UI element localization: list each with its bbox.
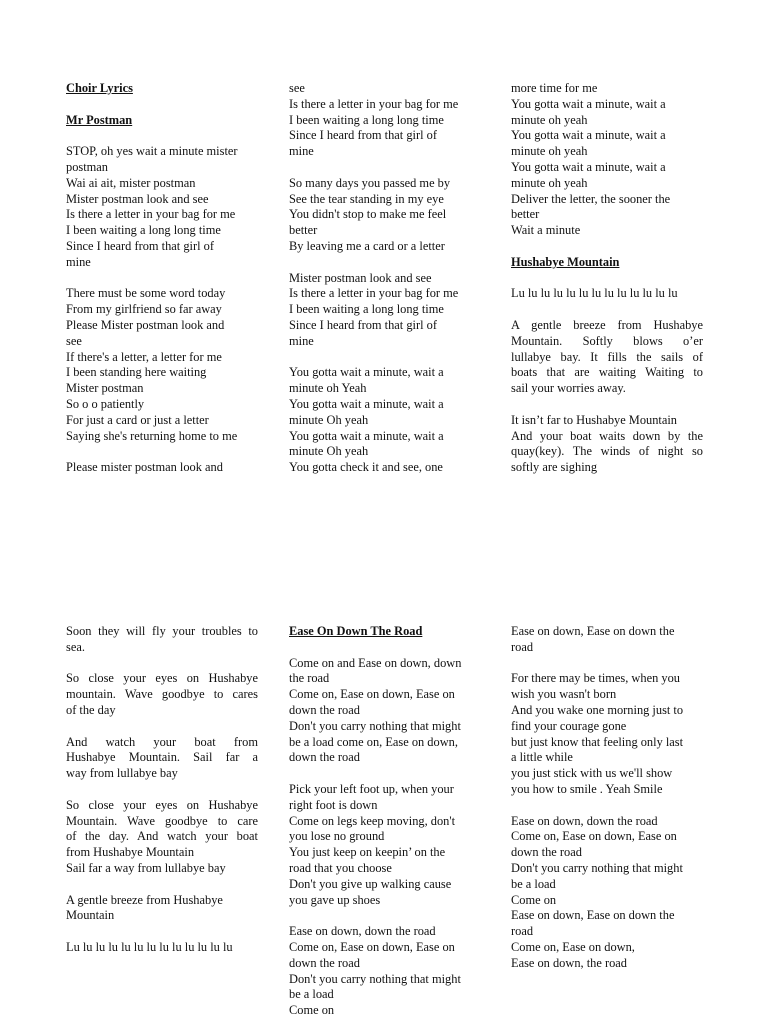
lyric-line: You gotta wait a minute, wait a (289, 365, 444, 380)
lyric-line: minute Oh yeah (289, 444, 369, 459)
blank-line (289, 908, 481, 924)
lyric-line: You gotta wait a minute, wait a (511, 96, 666, 111)
lyric-line: Don't you carry nothing that might (289, 971, 461, 986)
lyric-line: mine (66, 254, 91, 269)
lyric-line: mine (289, 144, 314, 159)
lyric-line: So close your eyes on Hushabye (66, 797, 258, 812)
lyric-line: Wai ai ait, mister postman (66, 175, 196, 190)
lyric-line: Since I heard from that girl of (66, 238, 214, 253)
lyric-line: Come on (289, 1003, 335, 1018)
lyric-line: but just know that feeling only last (511, 734, 684, 749)
lyric-line: Wait a minute (511, 223, 581, 238)
blank-line (289, 255, 481, 271)
lyric-line: Is there a letter in your bag for me (66, 207, 236, 222)
song-title: Ease On Down The Road (289, 624, 423, 638)
lyric-line: Come on, Ease on down, (511, 939, 635, 954)
lyric-line: Sail far a way from lullabye bay (66, 860, 226, 875)
lyric-line: See the tear standing in my eye (289, 191, 444, 206)
song-title: Hushabye Mountain (511, 254, 620, 269)
lyric-line: mine (289, 333, 314, 348)
blank-line (511, 656, 703, 672)
blank-line (511, 302, 703, 318)
lyric-line: Ease on down, Ease on down the (511, 908, 675, 923)
lyric-line: You gotta check it and see, one (289, 460, 443, 475)
lyric-line: You just keep on keepin’ on the (289, 845, 446, 860)
lyric-line: boats that are waiting Waiting to (511, 365, 703, 380)
lyric-line: Come on legs keep moving, don't (289, 813, 456, 828)
lyric-line: I been standing here waiting (66, 365, 207, 380)
lyric-line: Don't you give up walking cause (289, 876, 452, 891)
lyric-line: Mountain. Softly blows o’er (511, 333, 703, 348)
lyric-line: road that you choose (289, 860, 392, 875)
lyric-line: Mister postman look and see (66, 191, 209, 206)
blank-line (511, 798, 703, 814)
page1-column-2 (289, 81, 481, 476)
lyric-line: Is there a letter in your bag for me (289, 96, 459, 111)
lyric-line: right foot is down (289, 797, 378, 812)
lyric-line: down the road (289, 750, 360, 765)
lyric-line: I been waiting a long long time (66, 223, 221, 238)
lyric-line: better (289, 223, 318, 238)
lyric-line: You gotta wait a minute, wait a (289, 396, 444, 411)
lyric-line: down the road (289, 955, 360, 970)
page1-column-1 (66, 81, 258, 476)
lyric-line: A gentle breeze from Hushabye (66, 892, 223, 907)
lyric-line: way from lullabye bay (66, 766, 178, 781)
lyric-line: I been waiting a long long time (289, 302, 444, 317)
lyric-line: Don't you carry nothing that might (511, 860, 683, 875)
lyric-line: minute oh yeah (511, 144, 588, 159)
lyric-line: mountain. Wave goodbye to cares (66, 687, 258, 702)
lyric-line: find your courage gone (511, 718, 627, 733)
lyric-line: Don't you carry nothing that might (289, 718, 461, 733)
lyric-line: Since I heard from that girl of (289, 128, 437, 143)
lyric-line: you just stick with us we'll show (511, 766, 673, 781)
lyric-line: Come on, Ease on down, Ease on (289, 687, 455, 702)
blank-line (289, 640, 481, 656)
lyric-line: By leaving me a card or a letter (289, 238, 445, 253)
lyric-line: road (511, 639, 534, 654)
lyric-line: minute Oh yeah (289, 412, 369, 427)
blank-line (66, 444, 258, 460)
page2-column-1 (66, 624, 258, 956)
blank-line (289, 766, 481, 782)
blank-line (511, 271, 703, 287)
lyric-line: Since I heard from that girl of (289, 317, 437, 332)
lyric-line: Soon they will fly your troubles to (66, 624, 258, 638)
lyric-line: Pick your left foot up, when your (289, 781, 454, 796)
lyric-line: lullabye bay. It fills the sails of (511, 349, 703, 364)
lyric-line: Mister postman (66, 381, 144, 396)
page2-column-3 (511, 624, 703, 972)
lyric-line: Lu lu lu lu lu lu lu lu lu lu lu lu lu (66, 939, 233, 954)
lyric-line: postman (66, 159, 108, 174)
blank-line (66, 782, 258, 798)
lyric-line: Please Mister postman look and (66, 317, 225, 332)
blank-line (66, 719, 258, 735)
lyric-line: Mountain (66, 908, 115, 923)
lyric-line: Mountain. Wave goodbye to care (66, 813, 258, 828)
lyric-line: You gotta wait a minute, wait a (511, 159, 666, 174)
blank-line (66, 271, 258, 287)
lyric-line: of the day. And watch your boat (66, 829, 258, 844)
lyric-line: From my girlfriend so far away (66, 302, 222, 317)
lyric-line: road (511, 924, 534, 939)
lyric-line: the road (289, 671, 330, 686)
lyric-line: You gotta wait a minute, wait a (511, 128, 666, 143)
lyric-line: Please mister postman look and (66, 460, 223, 475)
song-title: Choir Lyrics (66, 81, 133, 95)
lyric-line: Saying she's returning home to me (66, 428, 238, 443)
lyric-line: softly are sighing (511, 460, 598, 475)
lyric-line: of the day (66, 702, 116, 717)
lyric-line: Ease on down, down the road (289, 924, 436, 939)
lyric-line: be a load (289, 987, 334, 1002)
lyric-line: A gentle breeze from Hushabye (511, 317, 703, 332)
lyric-line: Lu lu lu lu lu lu lu lu lu lu lu lu lu (511, 286, 678, 301)
blank-line (511, 239, 703, 255)
lyric-line: see (289, 81, 305, 95)
lyric-line: sail your worries away. (511, 381, 626, 396)
lyric-line: Mister postman look and see (289, 270, 432, 285)
blank-line (66, 97, 258, 113)
blank-line (289, 160, 481, 176)
lyric-line: You didn't stop to make me feel (289, 207, 447, 222)
blank-line (66, 656, 258, 672)
lyric-line: wish you wasn't born (511, 687, 617, 702)
lyric-line: So many days you passed me by (289, 175, 451, 190)
lyric-line: STOP, oh yes wait a minute mister (66, 144, 238, 159)
lyric-line: So close your eyes on Hushabye (66, 671, 258, 686)
lyric-line: minute oh Yeah (289, 381, 367, 396)
lyric-line: Ease on down, Ease on down the (511, 624, 675, 638)
lyric-line: sea. (66, 639, 85, 654)
blank-line (511, 397, 703, 413)
lyric-line: better (511, 207, 540, 222)
lyric-line: Come on (511, 892, 557, 907)
lyric-line: You gotta wait a minute, wait a (289, 428, 444, 443)
lyric-line: Come on, Ease on down, Ease on (511, 829, 677, 844)
blank-line (66, 924, 258, 940)
lyric-line: from Hushabye Mountain (66, 845, 195, 860)
lyric-line: So o o patiently (66, 396, 145, 411)
blank-line (66, 128, 258, 144)
lyric-line: be a load (511, 876, 556, 891)
lyric-line: see (66, 333, 82, 348)
lyric-line: If there's a letter, a letter for me (66, 349, 222, 364)
lyric-line: For there may be times, when you (511, 671, 680, 686)
page2-column-2 (289, 624, 481, 1019)
lyric-line: be a load come on, Ease on down, (289, 734, 458, 749)
lyric-line: Come on and Ease on down, down (289, 655, 462, 670)
lyric-line: For just a card or just a letter (66, 412, 209, 427)
lyric-line: minute oh yeah (511, 112, 588, 127)
lyric-line: Come on, Ease on down, Ease on (289, 939, 455, 954)
song-title: Mr Postman (66, 112, 133, 127)
lyric-line: I been waiting a long long time (289, 112, 444, 127)
lyric-line: Deliver the letter, the sooner the (511, 191, 671, 206)
lyric-line: There must be some word today (66, 286, 226, 301)
lyric-line: down the road (289, 702, 360, 717)
lyric-line: down the road (511, 845, 582, 860)
lyric-line: minute oh yeah (511, 175, 588, 190)
blank-line (66, 877, 258, 893)
lyric-line: Ease on down, down the road (511, 813, 658, 828)
lyric-line: Is there a letter in your bag for me (289, 286, 459, 301)
lyric-line: And watch your boat from (66, 734, 258, 749)
lyric-line: quay(key). The winds of night so (511, 444, 703, 459)
blank-line (289, 350, 481, 366)
lyric-line: And your boat waits down by the (511, 428, 703, 443)
lyric-line: And you wake one morning just to (511, 702, 684, 717)
lyric-line: It isn’t far to Hushabye Mountain (511, 412, 677, 427)
lyric-line: Hushabye Mountain. Sail far a (66, 750, 258, 765)
lyric-line: Ease on down, the road (511, 955, 627, 970)
lyric-line: a little while (511, 750, 573, 765)
page1-column-3 (511, 81, 703, 476)
lyric-line: you gave up shoes (289, 892, 381, 907)
lyric-line: you lose no ground (289, 829, 385, 844)
lyric-line: more time for me (511, 81, 598, 95)
lyric-line: you how to smile . Yeah Smile (511, 781, 663, 796)
